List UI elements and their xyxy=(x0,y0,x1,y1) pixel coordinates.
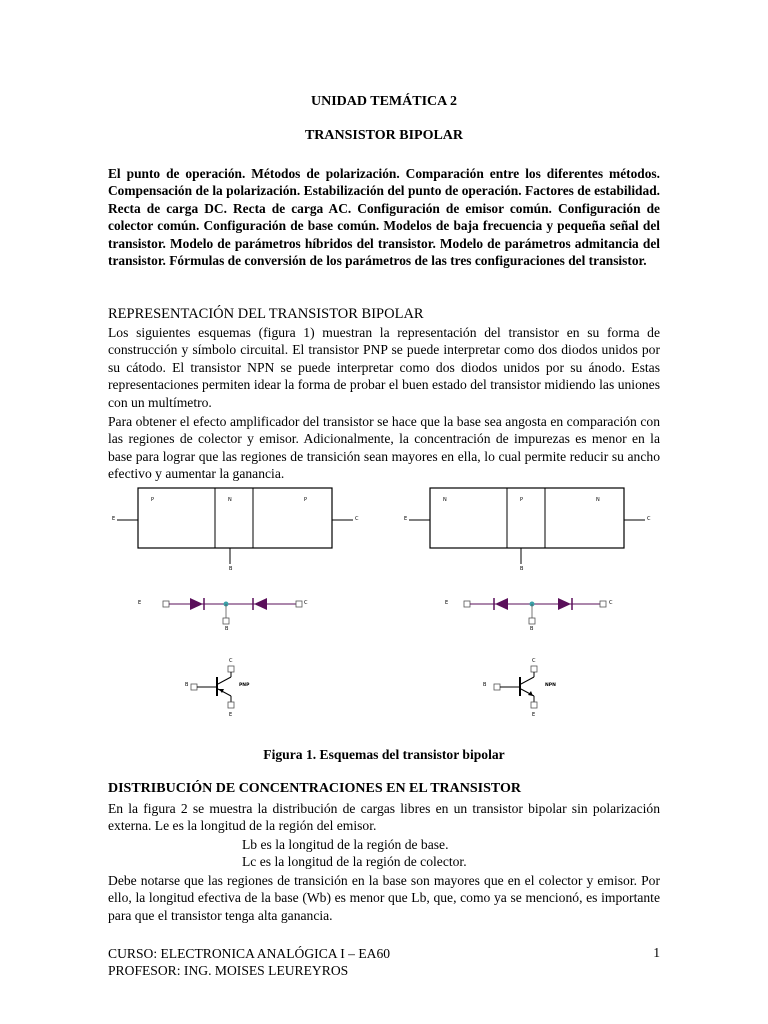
symbol-type-label: PNP xyxy=(239,683,250,688)
pnp-construction xyxy=(112,488,359,572)
region-label: N xyxy=(443,497,447,503)
terminal-label: E xyxy=(229,712,233,718)
pnp-transistor-symbol xyxy=(185,658,250,718)
page-title: UNIDAD TEMÁTICA 2 xyxy=(311,94,457,109)
footer-professor: PROFESOR: ING. MOISES LEUREYROS xyxy=(108,963,349,978)
terminal-label: C xyxy=(609,600,613,606)
definition-lb: Lb es la longitud de la región de base. xyxy=(242,837,449,852)
npn-transistor-symbol xyxy=(483,658,556,718)
terminal-label: E xyxy=(112,516,116,522)
terminal-label: B xyxy=(229,566,233,572)
region-label: P xyxy=(520,497,524,503)
section-heading-distribution: DISTRIBUCIÓN DE CONCENTRACIONES EN EL TRANSISTOR xyxy=(108,781,521,796)
terminal-label: C xyxy=(304,600,308,606)
terminal-label: C xyxy=(532,658,536,664)
npn-construction xyxy=(404,488,651,572)
section-heading-representation: REPRESENTACIÓN DEL TRANSISTOR BIPOLAR xyxy=(108,306,424,322)
page-number: 1 xyxy=(653,945,660,960)
paragraph-distribution: En la figura 2 se muestra la distribución de cargas libres en un transistor bipolar sin polarización externa. Le es la longitud de la región del emisor. xyxy=(108,801,660,834)
paragraph-transition-regions: Debe notarse que las regiones de transición en la base son mayores que en el colector y emisor. Por ello, la longitud efectiva de la base (Wb) es menor que Lb, que, como ya se mencionó, es importante para que el transistor tenga alta ganancia. xyxy=(108,873,660,923)
terminal-label: B xyxy=(185,682,189,688)
region-label: N xyxy=(228,497,232,503)
figure-transistor-schematics xyxy=(100,482,670,727)
pnp-diode-model xyxy=(138,598,308,632)
terminal-label: B xyxy=(530,626,534,632)
footer-course: CURSO: ELECTRONICA ANALÓGICA I – EA60 xyxy=(108,946,391,961)
terminal-label: B xyxy=(483,682,487,688)
topics-summary: El punto de operación. Métodos de polarización. Comparación entre los diferentes métodos. Compensación de la polarización. Estabilización del punto de operación. Factores de estabilidad. Recta de carga DC. Recta de carga AC. Configuración de emisor común. Configuración de colector común. Configuración de base común. Modelos de baja frecuencia y pequeña señal del transistor. Modelo de parámetros híbridos del transistor. Modelo de parámetros admitancia del transistor. Fórmulas de conversión de los parámetros de las tres configuraciones del transistor. xyxy=(108,166,660,269)
terminal-label: E xyxy=(404,516,408,522)
region-label: P xyxy=(304,497,308,503)
region-label: N xyxy=(596,497,600,503)
paragraph-amplifier: Para obtener el efecto amplificador del transistor se hace que la base sea angosta en comparación con las regiones de colector y emisor. Adicionalmente, la concentración de impurezas es menor en la base para lograr que las regiones de transición sean mayores en ella, lo cual permite reducir su ancho efectivo y aumentar la ganancia. xyxy=(108,414,660,482)
terminal-label: C xyxy=(229,658,233,664)
terminal-label: C xyxy=(355,516,359,522)
npn-diode-model xyxy=(445,598,613,632)
figure-caption: Figura 1. Esquemas del transistor bipolar xyxy=(263,747,505,762)
terminal-label: E xyxy=(532,712,536,718)
terminal-label: E xyxy=(445,600,449,606)
region-label: P xyxy=(151,497,155,503)
symbol-type-label: NPN xyxy=(545,683,556,688)
terminal-label: B xyxy=(520,566,524,572)
terminal-label: E xyxy=(138,600,142,606)
terminal-label: C xyxy=(647,516,651,522)
paragraph-representation: Los siguientes esquemas (figura 1) muestran la representación del transistor en su forma de construcción y símbolo circuital. El transistor PNP se puede interpretar como dos diodos unidos por su cátodo. El transistor NPN se puede interpretar como dos diodos unidos por su ánodo. Estas representaciones permiten idear la forma de probar el buen estado del transistor midiendo las uniones con un multímetro. xyxy=(108,325,660,410)
terminal-label: B xyxy=(225,626,229,632)
definition-lc: Lc es la longitud de la región de colector. xyxy=(242,854,467,869)
page-subtitle: TRANSISTOR BIPOLAR xyxy=(304,128,464,143)
